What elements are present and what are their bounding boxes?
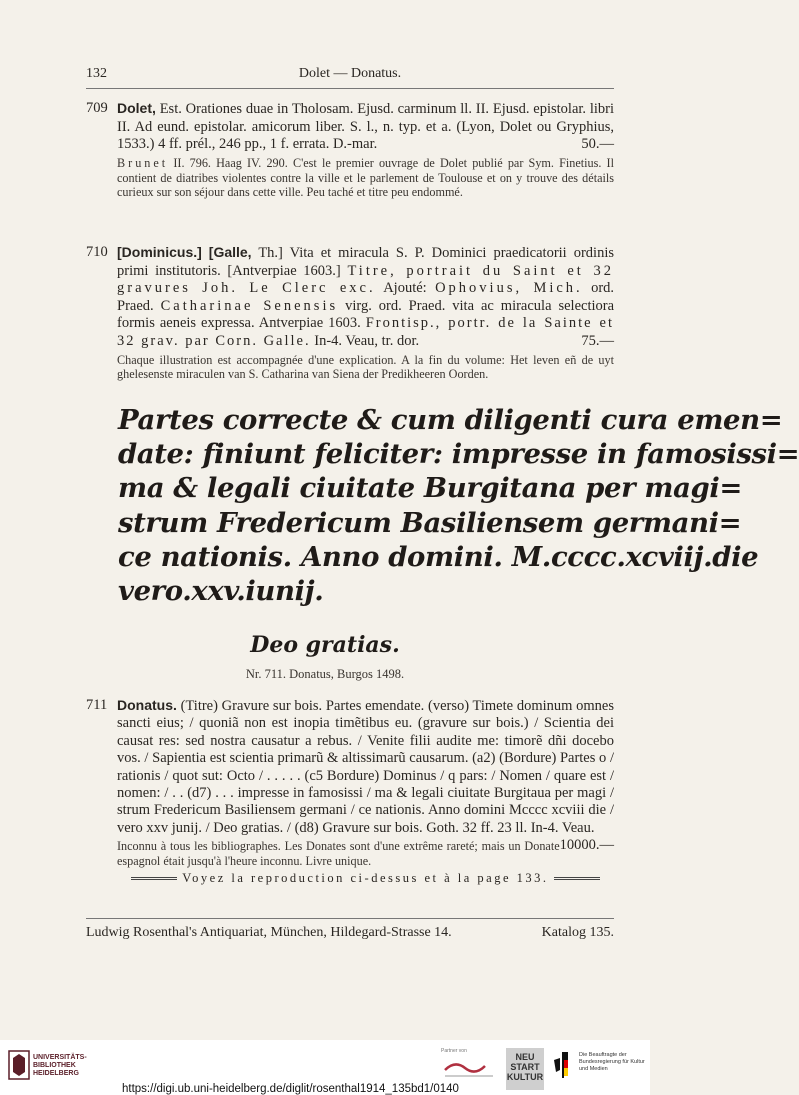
library-name-line: BIBLIOTHEK bbox=[33, 1062, 76, 1069]
colophon-line: ce nationis. Anno domini. M.cccc.xcviij.die bbox=[118, 540, 759, 573]
double-rule-right bbox=[554, 877, 600, 880]
partner-label: Partner von bbox=[441, 1048, 467, 1054]
running-title: Dolet — Donatus. bbox=[298, 66, 402, 81]
crossref-line bbox=[117, 871, 614, 886]
colophon-line: Partes correcte & cum diligenti cura emen= bbox=[118, 404, 783, 436]
entry-price: 75.— bbox=[581, 332, 614, 349]
colophon-line: strum Fredericum Basiliensem germani= bbox=[118, 506, 742, 539]
entry-lead-2: [Galle, bbox=[208, 244, 252, 260]
entry-price: 10000.— bbox=[559, 837, 614, 854]
deo-gratias: Deo gratias. bbox=[250, 632, 400, 658]
university-seal-icon bbox=[8, 1050, 30, 1080]
entry-main: Est. Orationes duae in Tholosam. Ejusd. carminum ll. II. Ejusd. epistolar. libri II. Ad eund. epistolar. amicorum liber. S. l., n. typ. et a. (Lyon, Dolet ou Gryphius, 1533.) 4 ff. prél., 246 pp., 1 f. errata. D.-mar. bbox=[117, 101, 615, 153]
facsimile-caption: Nr. 711. Donatus, Burgos 1498. bbox=[245, 667, 405, 681]
entry-note bbox=[117, 156, 614, 200]
colophon-line: date: finiunt feliciter: impresse in famosissi= bbox=[118, 438, 799, 471]
partner-logo-icon bbox=[441, 1056, 497, 1080]
library-name-line: HEIDELBERG bbox=[33, 1070, 79, 1077]
neustart-text: KULTUR bbox=[506, 1072, 544, 1082]
entry-711 bbox=[86, 697, 614, 886]
entry-lead: Dolet, bbox=[117, 100, 156, 116]
entry-number: 711 bbox=[86, 697, 108, 713]
federal-eagle-icon bbox=[552, 1050, 576, 1080]
neustart-text: NEU bbox=[515, 1052, 535, 1062]
source-url[interactable]: https://digi.ub.uni-heidelberg.de/diglit/rosenthal1914_135bd1/0140 bbox=[122, 1083, 459, 1095]
page-number: 132 bbox=[86, 66, 107, 81]
entry-mid: ord. Praed. bbox=[117, 280, 615, 314]
entry-main: Th.] Vita et miracula S. P. Dominici praedicatorii ordinis primi institutoris. [Antverpiae 1603.] bbox=[117, 245, 614, 279]
entry-text bbox=[117, 100, 614, 154]
library-name-line: UNIVERSITÄTS- bbox=[33, 1054, 87, 1061]
note-text: II. 796. Haag IV. 290. C'est le premier ouvrage de Dolet publié par Sym. Finetius. Il contient de diatribes violentes contre la ville et le parlement de Toulouse et on y trouve des détails curieux sur son séjour dans cette ville. Peu taché et titre peu endommé. bbox=[117, 155, 615, 200]
footer-catalog: Katalog 135. bbox=[541, 925, 614, 940]
entry-text bbox=[117, 244, 614, 351]
neustart-text: START bbox=[510, 1062, 540, 1072]
entry-mid: Ajouté: bbox=[383, 280, 427, 297]
entry-number: 709 bbox=[86, 100, 108, 116]
entry-spaced: Ophovius, Mich. bbox=[435, 280, 583, 297]
entry-spaced: Catharinae Senensis bbox=[160, 297, 339, 314]
entry-709 bbox=[86, 100, 614, 200]
page-footer bbox=[86, 925, 614, 941]
entry-end: In-4. Veau, tr. dor. bbox=[314, 332, 420, 349]
entry-spaced: Frontisp., portr. de la Sainte et 32 grav. par Corn. Galle. bbox=[117, 315, 615, 349]
entry-spaced: Titre, portrait du Saint et 32 gravures Joh. Le Clerc exc. bbox=[117, 262, 614, 297]
entry-lead: Donatus. bbox=[117, 697, 177, 713]
crossref-text: Voyez la reproduction ci-dessus et à la page 133. bbox=[182, 870, 549, 885]
double-rule-left bbox=[131, 877, 177, 880]
colophon-line: vero.xxv.iunij. bbox=[118, 575, 324, 608]
entry-number: 710 bbox=[86, 244, 108, 260]
colophon-facsimile bbox=[118, 403, 799, 608]
footer-rule bbox=[86, 918, 614, 919]
page-header bbox=[86, 66, 614, 86]
footer-publisher: Ludwig Rosenthal's Antiquariat, München, Hildegard-Strasse 14. bbox=[86, 925, 452, 940]
header-rule bbox=[86, 88, 614, 89]
library-name bbox=[33, 1054, 87, 1078]
neustart-kultur-logo bbox=[506, 1048, 544, 1090]
entry-price: 50.— bbox=[581, 136, 614, 153]
federal-commissioner-text: Die Beauftragte der Bundesregierung für Kultur und Medien bbox=[579, 1052, 645, 1072]
entry-main: (Titre) Gravure sur bois. Partes emendate. (verso) Timete dominum omnes sancti eius; / quoniã non est inopia timẽtibus eu. (gravure sur bois.) / Scientia dei causat res: sed nostra causatur a rebus. / Venite filii audite me: timorẽ dñi docebo vos. / Sapientia est scientia primarũ & altissimarũ causarum. (a2) (Bordure) Partes o / rationis / quot sut: Octo / . . . . . (c5 Bordure) Dominus / q pars: / Nomen / quare est / nomen: / . . (d7) . . . impresse in famosissi / ma & legali ciuitate Burgitaua per magi / strum Fredericum Basiliensem germani / ce nationis. Anno domini Mcccc xcviii die / vero xxv junij. / Deo gratias. / (d8) Gravure sur bois. Goth. 32 ff. 23 ll. In-4. Veau. bbox=[117, 698, 614, 836]
note-author: Brunet bbox=[117, 155, 169, 170]
entry-lead: [Dominicus.] bbox=[117, 244, 202, 260]
entry-mid: virg. ord. Praed. vita ac miracula selectiora formis aeneis expressa. Antverpiae 1603. bbox=[117, 297, 615, 332]
colophon-line: ma & legali ciuitate Burgitana per magi= bbox=[118, 472, 743, 505]
entry-710 bbox=[86, 244, 614, 382]
entry-note: Inconnu à tous les bibliographes. Les Donates sont d'une extrême rareté; mais un Donate espagnol était jusqu'à l'heure inconnu. Livre unique. bbox=[117, 839, 560, 869]
entry-note: Chaque illustration est accompagnée d'une explication. A la fin du volume: Het leven eñ de uyt ghelesenste miraculen van S. Catharina van Siena der Predikheeren Oorden. bbox=[117, 352, 614, 382]
